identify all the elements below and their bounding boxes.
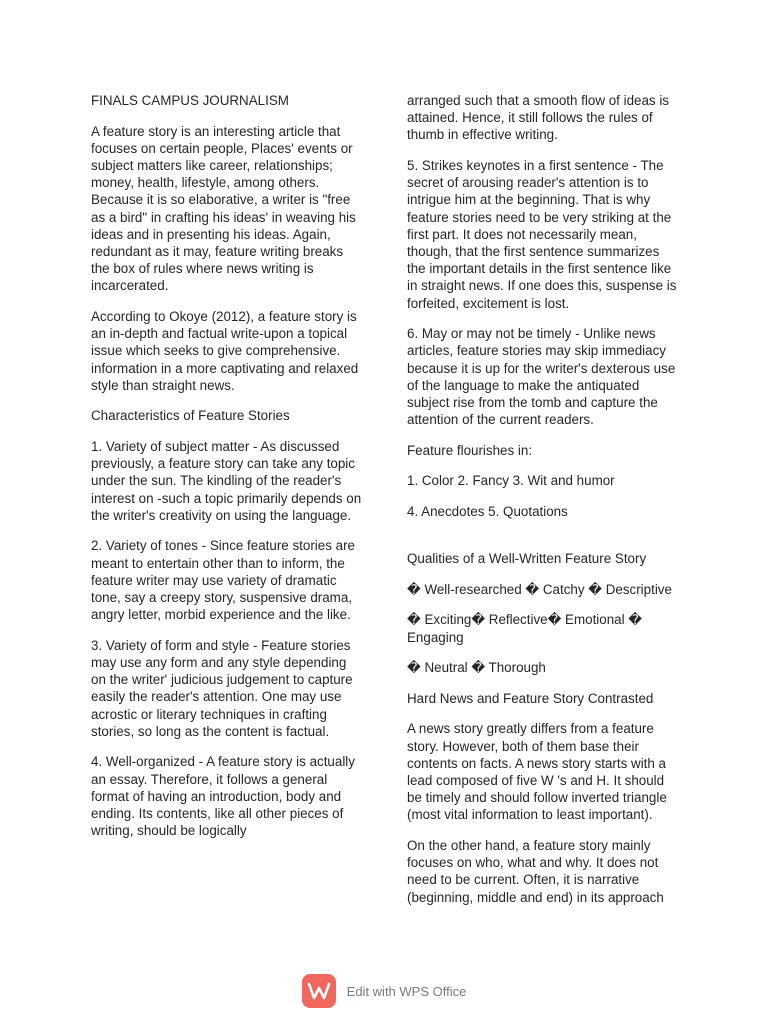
wps-w-glyph-icon [307, 982, 331, 1000]
wps-footer[interactable] [0, 974, 768, 1008]
paragraph-okoye: According to Okoye (2012), a feature story is an in-depth and factual write-upon a topical issue which seeks to give comprehensive. information in a more captivating and relaxed style than straight news. [91, 309, 359, 393]
qualities-heading: Qualities of a Well-Written Feature Story [407, 551, 647, 567]
paragraph-item-4: 4. Well-organized - A feature story is actually an essay. Therefore, it follows a general format of having an introduction, body and ending. Its contents, like all other pieces of writing, should be logically [91, 754, 355, 839]
paragraph-news-story: A news story greatly differs from a feature story. However, both of them base their contents on facts. A news story starts with a lead composed of five W 's and H. It should be timely and should follow inverted triangle (most vital information to least important). [407, 721, 667, 823]
qualities-line-2: � Exciting� Reflective� Emotional � Engaging [407, 612, 643, 645]
left-column [91, 92, 363, 853]
right-column [407, 92, 681, 919]
paragraph-item-6: 6. May or may not be timely - Unlike news articles, feature stories may skip immediacy because it is up for the writer's dexterous use of the language to make the antiquated subject rise from the tomb and capture the attention of the current readers. [407, 326, 676, 428]
qualities-line-1: � Well-researched � Catchy � Descriptive [407, 581, 672, 597]
paragraph-item-2: 2. Variety of tones - Since feature stories are meant to entertain other than to inform, the feature writer may use variety of dramatic tone, say a creepy story, suspensive drama, angry letter, morbid experience and the like. [91, 538, 355, 623]
paragraph-item-1: 1. Variety of subject matter - As discussed previously, a feature story can take any topic under the sun. The kindling of the reader's interest on -such a topic primarily depends on the writer's creativity on using the language. [91, 439, 362, 523]
paragraph-item-5: 5. Strikes keynotes in a first sentence - The secret of arousing reader's attention is to intrigue him at the beginning. That is why feature stories need to be very striking at the first part. It does not necessarily mean, though, that the first sentence summarizes the important details in the first sentence like in straight news. If one does this, suspense is forfeited, excitement is lost. [407, 158, 677, 311]
section-heading-characteristics: Characteristics of Feature Stories [91, 408, 290, 424]
paragraph-feature-story: On the other hand, a feature story mainly focuses on who, what and why. It does not need to be current. Often, it is narrative (beginning, middle and end) in its approach [407, 838, 664, 905]
document-title: FINALS CAMPUS JOURNALISM [91, 93, 289, 108]
qualities-line-3: � Neutral � Thorough [407, 660, 546, 676]
wps-edit-link[interactable]: Edit with WPS Office [346, 983, 467, 999]
flourishes-list-1: 1. Color 2. Fancy 3. Wit and humor [407, 473, 615, 489]
paragraph-continuation: arranged such that a smooth flow of ideas is attained. Hence, it still follows the rules of thumb in effective writing. [407, 93, 670, 143]
flourishes-heading: Feature flourishes in: [407, 442, 533, 458]
flourishes-list-2: 4. Anecdotes 5. Quotations [407, 504, 568, 520]
wps-logo-icon[interactable] [302, 974, 336, 1008]
contrast-heading: Hard News and Feature Story Contrasted [407, 690, 654, 706]
paragraph-item-3: 3. Variety of form and style - Feature stories may use any form and any style depending on the writer' judicious judgement to capture easily the reader's attention. One may use acrostic or literary techniques in crafting stories, so long as the content is factual. [91, 637, 353, 739]
paragraph-intro: A feature story is an interesting article that focuses on certain people, Places' events or subject matters like career, relationships; money, health, lifestyle, among others. Because it is so elaborative, a writer is "free as a bird" in crafting his ideas' in weaving his ideas and in presenting his ideas. Again, redundant as it may, feature writing breaks the box of rules where news writing is incarcerated. [91, 123, 356, 294]
